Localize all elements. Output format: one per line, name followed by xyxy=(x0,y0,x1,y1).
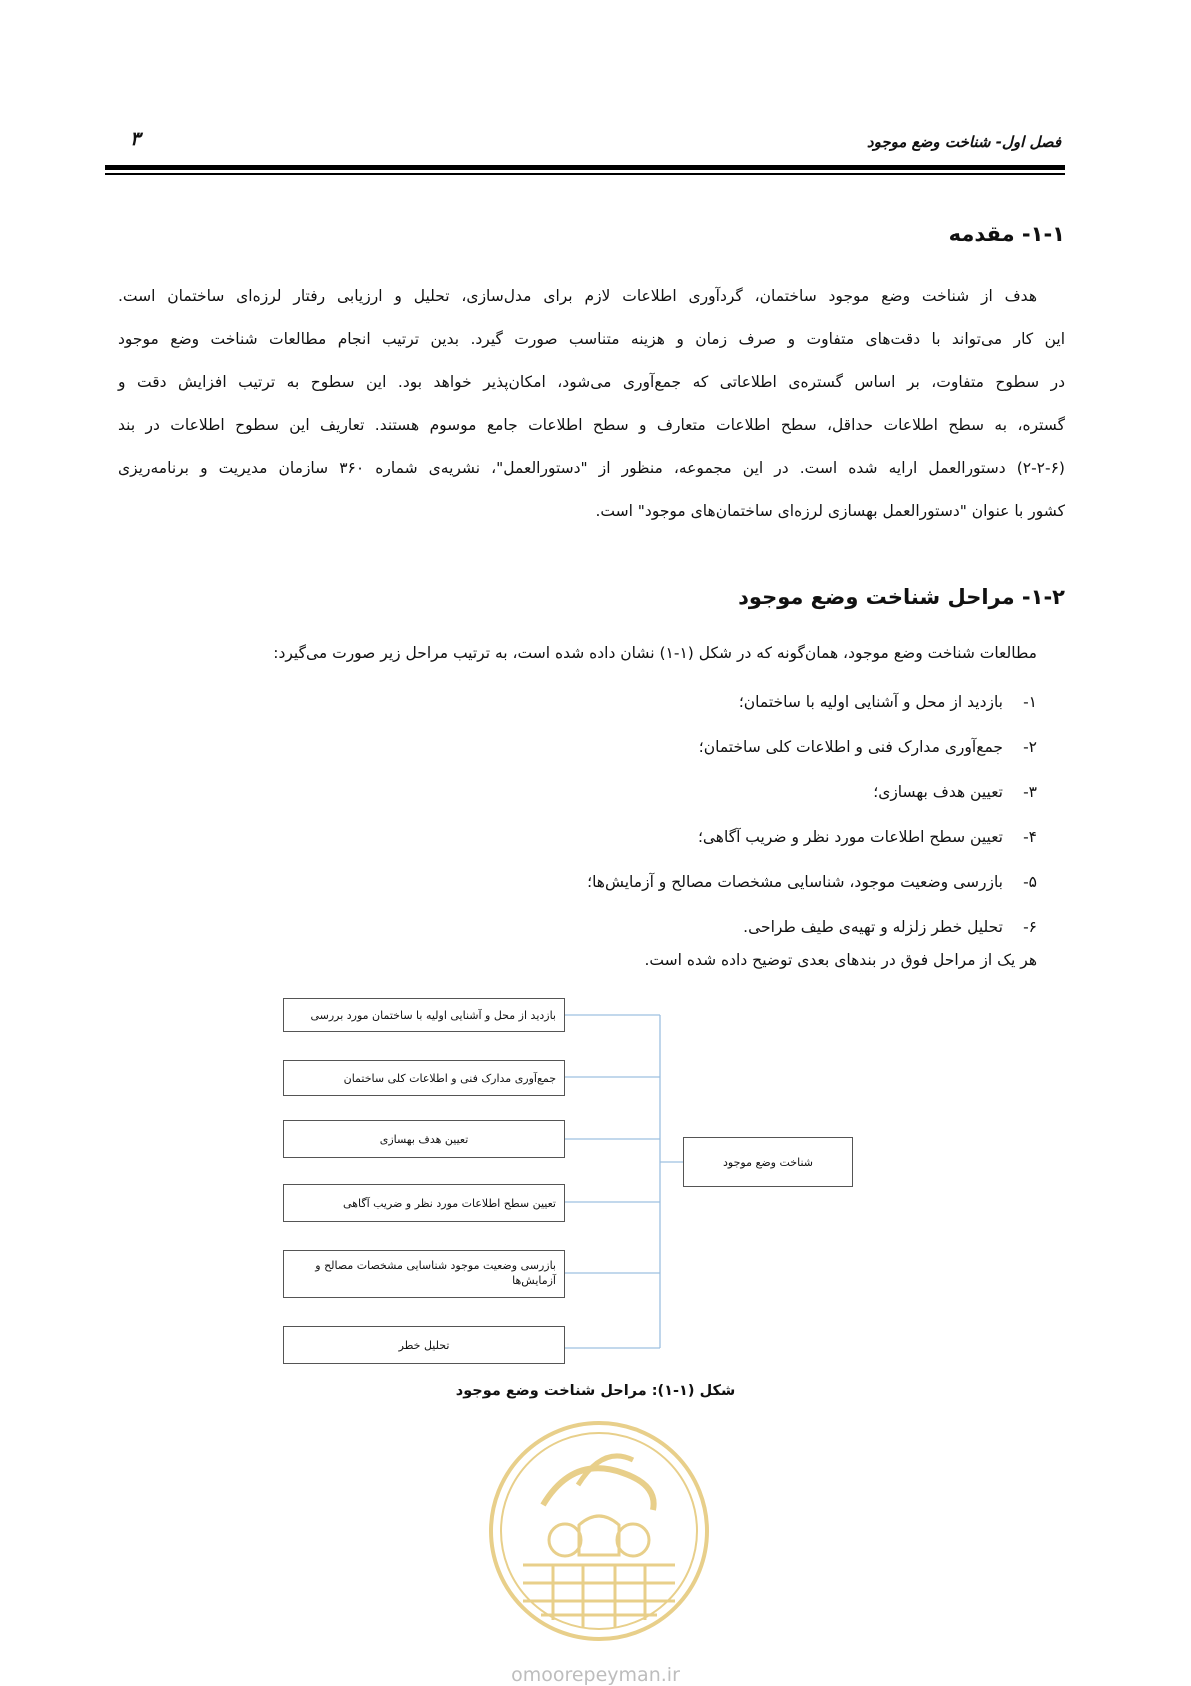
figure-caption: شکل (۱-۱): مراحل شناخت وضع موجود xyxy=(455,1383,736,1399)
chapter-title: فصل اول- شناخت وضع موجود xyxy=(866,133,1061,151)
diagram-box: بازدید از محل و آشنایی اولیه با ساختمان مورد بررسی xyxy=(283,998,565,1032)
list-item-number: ۵- xyxy=(1023,873,1037,891)
list-item xyxy=(587,815,1037,860)
list-item-number: ۳- xyxy=(1023,783,1037,801)
list-item-text: تحلیل خطر زلزله و تهیه‌ی طیف طراحی. xyxy=(743,918,1003,936)
list-item-number: ۱- xyxy=(1023,693,1037,711)
list-item-number: ۴- xyxy=(1023,828,1037,846)
list-item xyxy=(587,770,1037,815)
paragraph-line: کشور با عنوان "دستورالعمل بهسازی لرزه‌ای ساختمان‌های موجود" است. xyxy=(595,502,1065,520)
introduction-paragraph xyxy=(118,275,1065,533)
list-item-number: ۶- xyxy=(1023,918,1037,936)
list-item-text: جمع‌آوری مدارک فنی و اطلاعات کلی ساختمان؛ xyxy=(698,738,1003,756)
list-item xyxy=(587,860,1037,905)
list-item xyxy=(587,905,1037,950)
stages-lead-text: مطالعات شناخت وضع موجود، همان‌گونه که در شکل (۱-۱) نشان داده شده است، به ترتیب مراحل زیر صورت می‌گیرد: xyxy=(273,644,1037,662)
diagram-box: تحلیل خطر xyxy=(283,1326,565,1364)
stages-closing-text: هر یک از مراحل فوق در بندهای بعدی توضیح داده شده است. xyxy=(644,951,1037,969)
paragraph-line: (۲-۲-۶) دستورالعمل ارایه شده است. در این مجموعه، منظور از "دستورالعمل"، نشریه‌ی شماره ۳۶۰ سازمان مدیریت و برنامه‌ریزی xyxy=(118,459,1065,477)
paragraph-line: گستره، به سطح اطلاعات حداقل، سطح اطلاعات متعارف و سطح اطلاعات جامع موسوم هستند. تعاریف این سطوح اطلاعات در بند xyxy=(118,416,1065,434)
diagram-box: بازرسی وضعیت موجود شناسایی مشخصات مصالح و آزمایش‌ها xyxy=(283,1250,565,1298)
list-item-text: تعیین هدف بهسازی؛ xyxy=(873,783,1003,801)
section-heading-stages: ۱-۲- مراحل شناخت وضع موجود xyxy=(738,585,1065,609)
paragraph-line: در سطوح متفاوت، بر اساس گستره‌ی اطلاعاتی که جمع‌آوری می‌شود، امکان‌پذیر خواهد بود. این سطوح به ترتیب افزایش دقت و xyxy=(118,373,1065,391)
list-item-text: بازرسی وضعیت موجود، شناسایی مشخصات مصالح و آزمایش‌ها؛ xyxy=(587,873,1003,891)
header-rule-thin xyxy=(105,173,1065,175)
paragraph-line: این کار می‌تواند با دقت‌های متفاوت و صرف زمان و هزینه متناسب صورت گیرد. بدین ترتیب انجام مطالعات شناخت وضع موجود xyxy=(118,330,1065,348)
diagram-box: تعیین هدف بهسازی xyxy=(283,1120,565,1158)
watermark-site-text: omoorepeyman.ir xyxy=(511,1664,680,1686)
paragraph-line: هدف از شناخت وضع موجود ساختمان، گردآوری اطلاعات لازم برای مدل‌سازی، تحلیل و ارزیابی رفتار لرزه‌ای ساختمان است. xyxy=(118,287,1037,305)
watermark-stamp-logo xyxy=(483,1415,715,1647)
diagram-box: تعیین سطح اطلاعات مورد نظر و ضریب آگاهی xyxy=(283,1184,565,1222)
page-number: ۳ xyxy=(130,128,141,150)
stages-list xyxy=(587,680,1037,950)
list-item xyxy=(587,725,1037,770)
diagram-root-box: شناخت وضع موجود xyxy=(683,1137,853,1187)
section-heading-introduction: ۱-۱- مقدمه xyxy=(948,222,1065,246)
list-item-text: بازدید از محل و آشنایی اولیه با ساختمان؛ xyxy=(738,693,1003,711)
header-rule-thick xyxy=(105,165,1065,170)
list-item-text: تعیین سطح اطلاعات مورد نظر و ضریب آگاهی؛ xyxy=(697,828,1003,846)
list-item-number: ۲- xyxy=(1023,738,1037,756)
list-item xyxy=(587,680,1037,725)
diagram-box: جمع‌آوری مدارک فنی و اطلاعات کلی ساختمان xyxy=(283,1060,565,1096)
